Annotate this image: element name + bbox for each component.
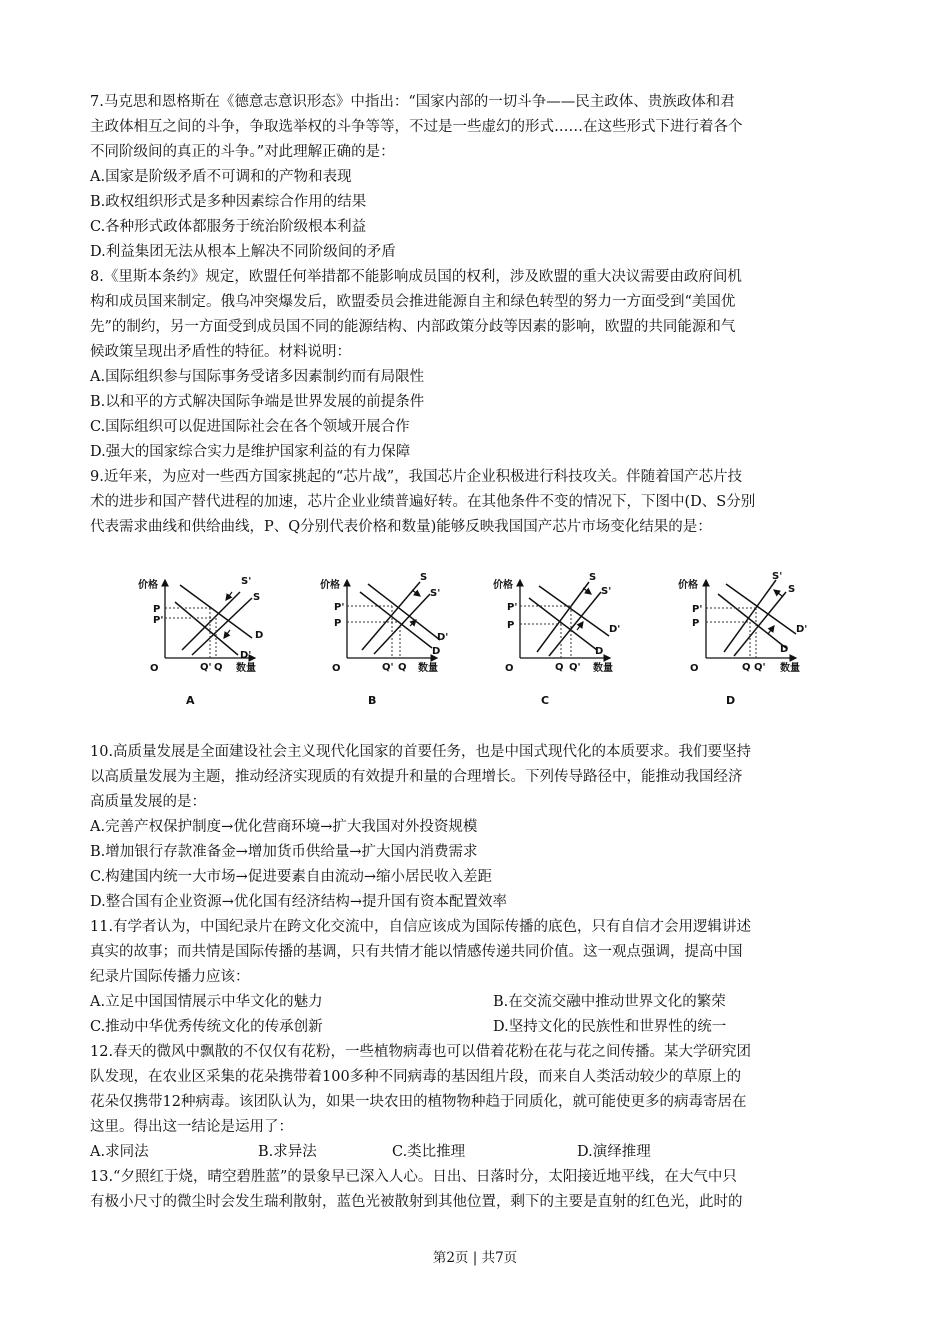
q10-option-a: A.完善产权保护制度→优化营商环境→扩大我国对外投资规模 bbox=[90, 819, 478, 835]
q10-option-c: C.构建国内统一大市场→促进要素自由流动→缩小居民收入差距 bbox=[90, 869, 492, 885]
q10-option-d: D.整合国有企业资源→优化国有经济结构→提升国有资本配置效率 bbox=[90, 894, 508, 910]
figure-label: D' bbox=[609, 624, 621, 635]
q11-line-3: 纪录片国际传播力应该： bbox=[90, 969, 250, 985]
figure-label: Q bbox=[398, 662, 407, 673]
q11-option-c: C.推动中华优秀传统文化的传承创新 bbox=[90, 1019, 323, 1035]
q12-option-c: C.类比推理 bbox=[392, 1144, 466, 1160]
supply-curve-2 bbox=[192, 598, 252, 655]
q12-option-b: B.求异法 bbox=[258, 1144, 317, 1160]
q10-line-2: 以高质量发展为主题，推动经济实现质的有效提升和量的合理增长。下列传导路径中，能推动我国经济 bbox=[90, 769, 743, 785]
figure-label: 数量 bbox=[418, 663, 438, 674]
q-left-label: Q' bbox=[200, 662, 212, 673]
figure-label: S bbox=[589, 572, 597, 583]
figure-line bbox=[410, 620, 416, 626]
q8-line-4: 候政策呈现出矛盾性的特征。材料说明： bbox=[90, 344, 351, 360]
q8-line-3: 先”的制约，另一方面受到成员国不同的能源结构、内部政策分歧等因素的影响，欧盟的共同能源和气 bbox=[90, 319, 736, 335]
q13-line-2: 有极小尺寸的微尘时会发生瑞利散射，蓝色光被散射到其他位置，剩下的主要是直射的红色光，此时的 bbox=[90, 1194, 743, 1210]
q13-line-1: 13.“夕照红于烧，晴空碧胜蓝”的景象早已深入人心。日出、日落时分，太阳接近地平线，在大气中只 bbox=[90, 1169, 737, 1185]
figure-line bbox=[774, 590, 782, 596]
q8-line-2: 构和成员国来制定。俄乌冲突爆发后，欧盟委员会推进能源自主和绿色转型的努力一方面受到“美国优 bbox=[90, 294, 736, 310]
figure-label: 价格 bbox=[320, 580, 340, 591]
figure-label: D bbox=[595, 646, 604, 657]
s1-label: S' bbox=[241, 576, 252, 587]
q11-option-a: A.立足中国国情展示中华文化的魅力 bbox=[90, 994, 323, 1010]
figure-label: 数量 bbox=[593, 663, 613, 674]
q10-option-b: B.增加银行存款准备金→增加货币供给量→扩大国内消费需求 bbox=[90, 844, 478, 860]
q7-line-1: 7.马克思和恩格斯在《德意志意识形态》中指出：“国家内部的一切斗争——民主政体、贵族政体和君 bbox=[90, 94, 735, 110]
figure-a bbox=[120, 570, 285, 710]
figure-label: P bbox=[692, 618, 700, 629]
q10-line-3: 高质量发展的是： bbox=[90, 794, 206, 810]
figure-c bbox=[485, 570, 650, 710]
q7-option-c: C.各种形式政体都服务于统治阶级根本利益 bbox=[90, 219, 367, 235]
figure-caption: A bbox=[186, 694, 195, 707]
figure-caption: D bbox=[726, 694, 736, 707]
figure-caption: B bbox=[368, 694, 377, 707]
q8-option-c: C.国际组织可以促进国际社会在各个领域开展合作 bbox=[90, 419, 410, 435]
figure-label: 价格 bbox=[678, 580, 698, 591]
y-label: 价格 bbox=[138, 580, 158, 591]
figure-label: P bbox=[507, 620, 515, 631]
figure-label: S bbox=[420, 572, 428, 583]
figure-line bbox=[362, 582, 420, 650]
q7-line-3: 不同阶级间的真正的斗争。”对此理解正确的是： bbox=[90, 144, 395, 160]
figure-b bbox=[312, 570, 477, 710]
supply-curve-1 bbox=[182, 592, 240, 650]
figure-line bbox=[529, 598, 597, 650]
figure-line bbox=[539, 586, 612, 636]
figure-label: S bbox=[788, 584, 796, 595]
p-bottom-label: P' bbox=[153, 615, 164, 626]
figure-d bbox=[668, 570, 833, 710]
q8-line-1: 8.《里斯本条约》规定，欧盟任何举措都不能影响成员国的权利，涉及欧盟的重大决议需要由政府间机 bbox=[90, 269, 742, 285]
figure-label: P' bbox=[692, 604, 703, 615]
figure-label: Q' bbox=[569, 662, 581, 673]
figure-line bbox=[226, 592, 232, 600]
q12-line-1: 12.春天的微风中飘散的不仅仅有花粉，一些植物病毒也可以借着花粉在花与花之间传播。某大学研究团 bbox=[90, 1044, 752, 1060]
page-footer: 第2页 | 共7页 bbox=[432, 1250, 518, 1266]
figure-line bbox=[583, 588, 591, 594]
q9-line-3: 代表需求曲线和供给曲线，P、Q分别代表价格和数量)能够反映我国国产芯片市场变化结果的是： bbox=[90, 519, 712, 535]
figure-label: P' bbox=[334, 602, 345, 613]
figure-label: Q bbox=[555, 662, 564, 673]
supply-demand-figures bbox=[120, 570, 840, 710]
figure-label: O bbox=[505, 663, 514, 674]
q-right-label: Q bbox=[214, 662, 223, 673]
q7-option-a: A.国家是阶级矛盾不可调和的产物和表现 bbox=[90, 169, 352, 185]
figure-label: S' bbox=[601, 586, 612, 597]
x-label: 数量 bbox=[236, 663, 256, 674]
figure-label: P bbox=[334, 618, 342, 629]
figure-label: Q' bbox=[382, 662, 394, 673]
figure-label: S' bbox=[430, 588, 441, 599]
q11-line-1: 11.有学者认为，中国纪录片在跨文化交流中，自信应该成为国际传播的底色，只有自信才会用逻辑讲述 bbox=[90, 919, 752, 935]
figure-label: 价格 bbox=[493, 580, 513, 591]
q7-option-b: B.政权组织形式是多种因素综合作用的结果 bbox=[90, 194, 367, 210]
figure-line bbox=[768, 626, 774, 634]
p-top-label: P bbox=[153, 604, 161, 615]
q8-option-d: D.强大的国家综合实力是维护国家利益的有力保障 bbox=[90, 444, 411, 460]
figure-label: D' bbox=[437, 632, 449, 643]
q12-line-3: 花朵仅携带12种病毒。该团队认为，如果一块农田的植物物种趋于同质化，就可能使更多的病毒寄居在 bbox=[90, 1094, 747, 1110]
figure-label: S' bbox=[772, 571, 783, 582]
figure-label: Q bbox=[742, 662, 751, 673]
q11-line-2: 真实的故事；而共情是国际传播的基调，只有共情才能以情感传递共同价值。这一观点强调，提高中国 bbox=[90, 944, 743, 960]
figure-caption: C bbox=[541, 694, 550, 707]
q10-line-1: 10.高质量发展是全面建设社会主义现代化国家的首要任务，也是中国式现代化的本质要求。我们要坚持 bbox=[90, 744, 752, 760]
q7-option-d: D.利益集团无法从根本上解决不同阶级间的矛盾 bbox=[90, 244, 396, 260]
figure-line bbox=[412, 590, 420, 596]
figure-label: P' bbox=[507, 602, 518, 613]
q11-option-d: D.坚持文化的民族性和世界性的统一 bbox=[493, 1019, 727, 1035]
q12-line-4: 这里。得出这一结论是运用了： bbox=[90, 1119, 293, 1135]
q8-option-b: B.以和平的方式解决国际争端是世界发展的前提条件 bbox=[90, 394, 425, 410]
d2-label: D' bbox=[240, 650, 252, 661]
q7-line-2: 主政体相互之间的斗争，争取选举权的斗争等等，不过是一些虚幻的形式……在这些形式下进行着各个 bbox=[90, 119, 743, 135]
figure-line bbox=[724, 580, 776, 652]
figure-label: O bbox=[690, 663, 699, 674]
figure-label: D bbox=[780, 644, 789, 655]
figure-label: D' bbox=[796, 624, 808, 635]
q8-option-a: A.国际组织参与国际事务受诸多因素制约而有局限性 bbox=[90, 369, 425, 385]
q11-option-b: B.在交流交融中推动世界文化的繁荣 bbox=[493, 994, 726, 1010]
figure-label: Q' bbox=[754, 662, 766, 673]
q9-line-1: 9.近年来，为应对一些西方国家挑起的“芯片战”，我国芯片企业积极进行科技攻关。伴随着国产芯片技 bbox=[90, 469, 743, 485]
q12-option-d: D.演绎推理 bbox=[577, 1144, 651, 1160]
d1-label: D bbox=[255, 630, 264, 641]
q12-option-a: A.求同法 bbox=[90, 1144, 149, 1160]
figure-label: O bbox=[332, 663, 341, 674]
figure-line bbox=[577, 622, 583, 630]
figure-line bbox=[224, 630, 230, 638]
figure-label: D bbox=[432, 646, 441, 657]
q12-line-2: 队发现，在农业区采集的花朵携带着100多种不同病毒的基因组片段，而来自人类活动较少的草原上的 bbox=[90, 1069, 742, 1085]
s2-label: S bbox=[253, 592, 261, 603]
q9-line-2: 术的进步和国产替代进程的加速，芯片企业业绩普遍好转。在其他条件不变的情况下，下图中(D、S分别 bbox=[90, 494, 756, 510]
figure-label: 数量 bbox=[780, 663, 800, 674]
origin-label: O bbox=[150, 663, 159, 674]
